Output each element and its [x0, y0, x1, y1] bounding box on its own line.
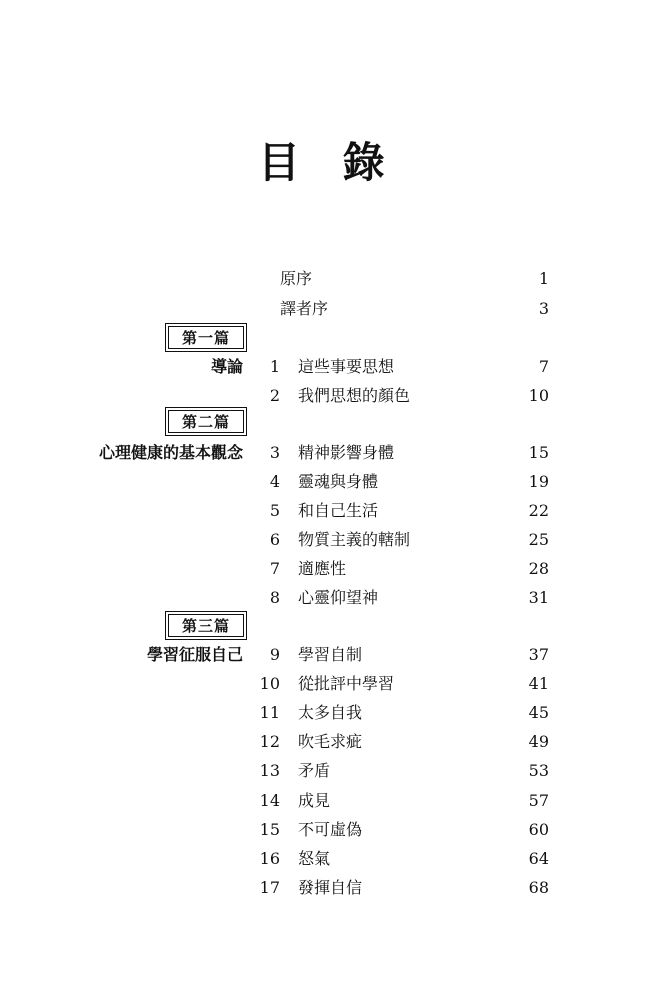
part-label-box: 第一篇: [168, 326, 244, 349]
chapter-title: 吹毛求疵: [298, 732, 363, 752]
chapter-title: 物質主義的轄制: [298, 530, 411, 549]
chapter-page-number: 7: [538, 357, 549, 376]
chapter-page-number: 22: [528, 501, 549, 520]
chapter-page-number: 57: [528, 790, 549, 810]
chapter-title: 從批評中學習: [298, 674, 395, 694]
chapter-row: [0, 498, 658, 524]
chapter-number: 14: [259, 790, 280, 810]
part-label-box: 第二篇: [168, 410, 244, 433]
chapter-number: 3: [269, 443, 280, 462]
chapter-page-number: 45: [528, 703, 549, 723]
chapter-number: 15: [259, 819, 280, 839]
chapter-row: [0, 846, 658, 872]
chapter-number: 8: [269, 588, 280, 607]
chapter-title: 不可虛偽: [298, 819, 363, 839]
page-title: 目 錄: [258, 138, 399, 187]
chapter-page-number: 28: [528, 559, 549, 578]
chapter-number: 17: [259, 877, 280, 897]
part-subtitle: 導論: [210, 357, 243, 376]
front-matter-row: [0, 296, 658, 322]
chapter-page-number: 64: [528, 848, 549, 868]
entry-title: 譯者序: [280, 299, 329, 318]
chapter-number: 12: [259, 732, 280, 752]
chapter-page-number: 53: [528, 761, 549, 781]
chapter-number: 6: [269, 530, 280, 549]
chapter-title: 太多自我: [298, 703, 363, 723]
chapter-number: 9: [269, 645, 280, 664]
chapter-title: 心靈仰望神: [298, 588, 379, 607]
front-matter-row: [0, 266, 658, 292]
chapter-page-number: 68: [528, 877, 549, 897]
chapter-title: 我們思想的顏色: [298, 386, 411, 405]
chapter-title: 學習自制: [298, 645, 363, 664]
chapter-page-number: 25: [528, 530, 549, 549]
chapter-number: 16: [259, 848, 280, 868]
chapter-page-number: 37: [528, 645, 549, 664]
chapter-row: [0, 875, 658, 901]
chapter-row: [0, 788, 658, 814]
part-subtitle: 心理健康的基本觀念: [98, 443, 243, 462]
chapter-row: [0, 817, 658, 843]
chapter-title: 適應性: [298, 559, 347, 578]
chapter-number: 2: [269, 386, 280, 405]
chapter-page-number: 15: [528, 443, 549, 462]
chapter-row: [0, 729, 658, 755]
chapter-page-number: 60: [528, 819, 549, 839]
chapter-number: 13: [259, 761, 280, 781]
chapter-row: [0, 556, 658, 582]
chapter-page-number: 31: [528, 588, 549, 607]
chapter-title: 成見: [298, 790, 331, 810]
chapter-title: 怒氣: [298, 848, 331, 868]
chapter-number: 11: [259, 703, 280, 723]
chapter-row: [0, 469, 658, 495]
chapter-title: 發揮自信: [298, 877, 363, 897]
chapter-row: [0, 585, 658, 611]
chapter-row: [0, 758, 658, 784]
chapter-number: 1: [269, 357, 280, 376]
chapter-row: [0, 527, 658, 553]
chapter-row: [0, 642, 658, 668]
chapter-page-number: 49: [528, 732, 549, 752]
chapter-row: [0, 354, 658, 380]
chapter-row: [0, 383, 658, 409]
chapter-row: [0, 700, 658, 726]
chapter-number: 4: [269, 472, 280, 491]
chapter-title: 靈魂與身體: [298, 472, 379, 491]
chapter-row: [0, 440, 658, 466]
chapter-page-number: 41: [528, 674, 549, 694]
chapter-title: 和自己生活: [298, 501, 379, 520]
chapter-number: 10: [259, 674, 280, 694]
chapter-number: 5: [269, 501, 280, 520]
entry-page-number: 3: [538, 299, 549, 318]
entry-page-number: 1: [538, 269, 549, 288]
chapter-page-number: 19: [528, 472, 549, 491]
entry-title: 原序: [280, 269, 313, 288]
part-subtitle: 學習征服自己: [146, 645, 243, 664]
chapter-title: 精神影響身體: [298, 443, 395, 462]
chapter-row: [0, 671, 658, 697]
chapter-number: 7: [269, 559, 280, 578]
chapter-page-number: 10: [528, 386, 549, 405]
chapter-title: 這些事要思想: [298, 357, 395, 376]
part-label-box: 第三篇: [168, 614, 244, 637]
chapter-title: 矛盾: [298, 761, 331, 781]
